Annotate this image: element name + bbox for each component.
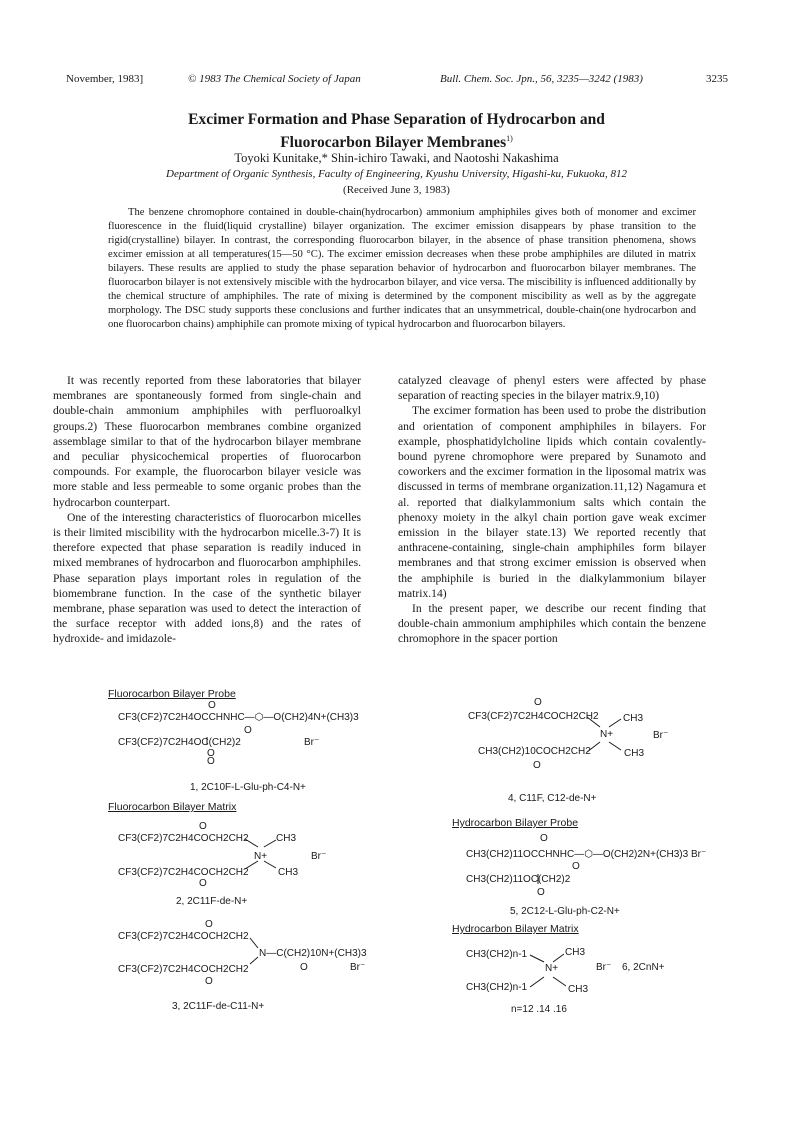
carbonyl-o: O <box>533 760 541 771</box>
methyl: CH3 <box>624 748 645 759</box>
header-date: November, 1983] <box>66 73 144 85</box>
carbonyl-o: O <box>537 887 545 898</box>
bromide: Br⁻ <box>350 962 366 973</box>
compound-6-line-b: CH3(CH2)n-1 <box>466 982 528 993</box>
bromide: Br⁻ <box>653 730 669 741</box>
compound-4-line-b: CH3(CH2)10COCH2CH2 <box>478 746 591 757</box>
carbonyl-o: O <box>205 919 213 930</box>
compound-2-line-b: CF3(CF2)7C2H4COCH2CH2 <box>118 867 249 878</box>
carbonyl-o: O <box>207 756 215 767</box>
ammonium-n: N+ <box>254 851 268 862</box>
compound-5-line-b: CH3(CH2)11OC(CH2)2 <box>466 874 571 885</box>
carbonyl-o: O <box>199 878 207 889</box>
compound-5-label: 5, 2C12-L-Glu-ph-C2-N+ <box>510 906 620 917</box>
paragraph: In the present paper, we describe our recent finding that double-chain ammonium amphiphiles which contain the benzene chromophore in the spacer portion <box>398 602 706 646</box>
compound-1-line-a: CF3(CF2)7C2H4OCCHNHC—⬡—O(CH2)4N+(CH3)3 <box>118 712 359 723</box>
compound-2-line-a: CF3(CF2)7C2H4COCH2CH2 <box>118 833 249 844</box>
abstract: The benzene chromophore contained in double-chain(hydrocarbon) ammonium amphiphiles gives both of monomer and excimer fluorescence in the fluid(liquid crystalline) bilayer organization. The excimer emission disappears by phase transition to the rigid(crystalline) bilayer. In contrast, the corresponding fluorocarbon bilayer, in the absence of phase transition phenomena, shows excimer emission at all temperatures(15—50 °C). The excimer emission decreases when these probe amphiphiles are diluted in matrix bilayers. These results are applied to study the phase separation behavior of hydrocarbon and fluorocarbon bilayer membranes. The fluorocarbon bilayer is not extensively miscible with the hydrocarbon bilayer, and vice versa. The miscibility is influenced additionally by the chemical structure of amphiphiles. The rate of mixing is determined by the component miscibility as well as by the aggregate morphology. The DSC study supports these conclusions and further indicates that an unsymmetrical, double-chain(one hydrocarbon and one fluorocarbon chains) amphiphile can promote mixing of typical hydrocarbon and fluorocarbon bilayers. <box>108 207 696 330</box>
header-copyright: © 1983 The Chemical Society of Japan <box>188 73 361 85</box>
carbonyl-o: O <box>205 976 213 987</box>
ammonium-n: N+ <box>545 963 559 974</box>
carbonyl-o: O <box>244 725 252 736</box>
left-column <box>53 373 361 647</box>
carbonyl-o: O <box>572 861 580 872</box>
carbonyl-o: O <box>207 748 215 759</box>
header-citation: Bull. Chem. Soc. Jpn., 56, 3235—3242 (1983) <box>440 73 643 85</box>
right-column <box>398 373 706 647</box>
methyl: CH3 <box>276 833 297 844</box>
received-date: (Received June 3, 1983) <box>343 184 450 196</box>
paragraph: It was recently reported from these laboratories that bilayer membranes are spontaneously formed from single-chain and double-chain ammonium amphiphiles with perfluoroalkyl groups.2) These fluorocarbon membranes combine organized assemblage similar to that of the hydrocarbon bilayer membrane and peculiar physicochemical properties of fluorocarbon compounds. For example, the fluorocarbon bilayer vesicle was more stable and less permeable to some organic probes than the hydrocarbon counterpart. <box>53 374 361 509</box>
affiliation: Department of Organic Synthesis, Faculty of Engineering, Kyushu University, Higashi-ku, Fukuoka, 812 <box>166 168 627 180</box>
compound-4-label: 4, C11F, C12-de-N+ <box>508 793 597 804</box>
compound-6-line-a: CH3(CH2)n-1 <box>466 949 528 960</box>
paragraph: catalyzed cleavage of phenyl esters were affected by phase separation of reacting species in the bilayer matrix.9,10) <box>398 374 706 403</box>
paragraph: One of the interesting characteristics of fluorocarbon micelles is their limited miscibility with the hydrocarbon micelle.3-7) It is therefore expected that phase separation is readily induced in mixed membranes of hydrocarbon and fluorocarbon amphiphiles. Phase separation plays important roles in regulation of the biomembrane function. In the case of the synthetic bilayer membrane, phase separation was used to detect the interaction of the surface receptor with added ions,8) and the rates of hydroxide- and imidazole- <box>53 510 361 646</box>
chain-length-values: n=12 .14 .16 <box>511 1004 567 1015</box>
paragraph: The excimer formation has been used to probe the distribution and orientation of component amphiphiles in bilayers. For example, phosphatidylcholine lipids which contain covalently-bound pyrene chromophore were prepared by Sunamoto and coworkers and the excimer formation in the liposomal matrix was discussed in terms of membrane organization.11,12) Nagamura et al. reported that dialkylammonium salts which contain the phenoxy moiety in the alkyl chain portion gave weak excimer emission in the bilayer state.13) We reported recently that anthracene-containing, single-chain amphiphiles form bilayer membranes and that strong excimer emission is observed when the amphiphile is buried in the dialkylammonium bilayer matrix.14) <box>398 404 706 600</box>
carbonyl-o: O <box>199 821 207 832</box>
title-footnote: 1) <box>506 134 513 143</box>
carbonyl-o: O <box>540 833 548 844</box>
title-line-2-text: Fluorocarbon Bilayer Membranes <box>280 134 507 152</box>
authors: Toyoki Kunitake,* Shin-ichiro Tawaki, and Naotoshi Nakashima <box>234 151 559 165</box>
compound-6-label: 6, 2CnN+ <box>622 962 665 973</box>
carbonyl-o: O <box>208 700 216 711</box>
methyl: CH3 <box>568 984 589 995</box>
section-hydrocarbon-probe: Hydrocarbon Bilayer Probe <box>452 817 579 829</box>
bromide: Br⁻ <box>304 737 320 748</box>
bromide: Br⁻ <box>311 851 327 862</box>
title-line-1: Excimer Formation and Phase Separation of Hydrocarbon and <box>188 111 605 128</box>
compound-1-label: 1, 2C10F-L-Glu-ph-C4-N+ <box>190 782 306 793</box>
section-hydrocarbon-matrix: Hydrocarbon Bilayer Matrix <box>452 923 579 935</box>
methyl: CH3 <box>278 867 299 878</box>
title-line-2 <box>0 129 793 152</box>
bromide: Br⁻ <box>596 962 612 973</box>
compound-2-label: 2, 2C11F-de-N+ <box>176 896 248 907</box>
compound-3-line-b: CF3(CF2)7C2H4COCH2CH2 <box>118 964 249 975</box>
ammonium-n: N+ <box>600 729 614 740</box>
compound-3-label: 3, 2C11F-de-C11-N+ <box>172 1001 265 1012</box>
paper-title <box>0 110 793 152</box>
compound-1-line-b: CF3(CF2)7C2H4OC(CH2)2 <box>118 737 241 748</box>
carbonyl-o: O <box>534 697 542 708</box>
compound-3-line-a: CF3(CF2)7C2H4COCH2CH2 <box>118 931 249 942</box>
compound-3-chain: N—C(CH2)10N+(CH3)3 <box>259 948 367 959</box>
compound-5-line-a: CH3(CH2)11OCCHNHC—⬡—O(CH2)2N+(CH3)3 Br⁻ <box>466 849 707 860</box>
methyl: CH3 <box>623 713 644 724</box>
methyl: CH3 <box>565 947 586 958</box>
section-fluorocarbon-probe: Fluorocarbon Bilayer Probe <box>108 688 236 700</box>
compound-4-line-a: CF3(CF2)7C2H4COCH2CH2 <box>468 711 599 722</box>
carbonyl-o: O <box>300 962 308 973</box>
header-page-number: 3235 <box>706 73 728 85</box>
section-fluorocarbon-matrix: Fluorocarbon Bilayer Matrix <box>108 801 237 813</box>
